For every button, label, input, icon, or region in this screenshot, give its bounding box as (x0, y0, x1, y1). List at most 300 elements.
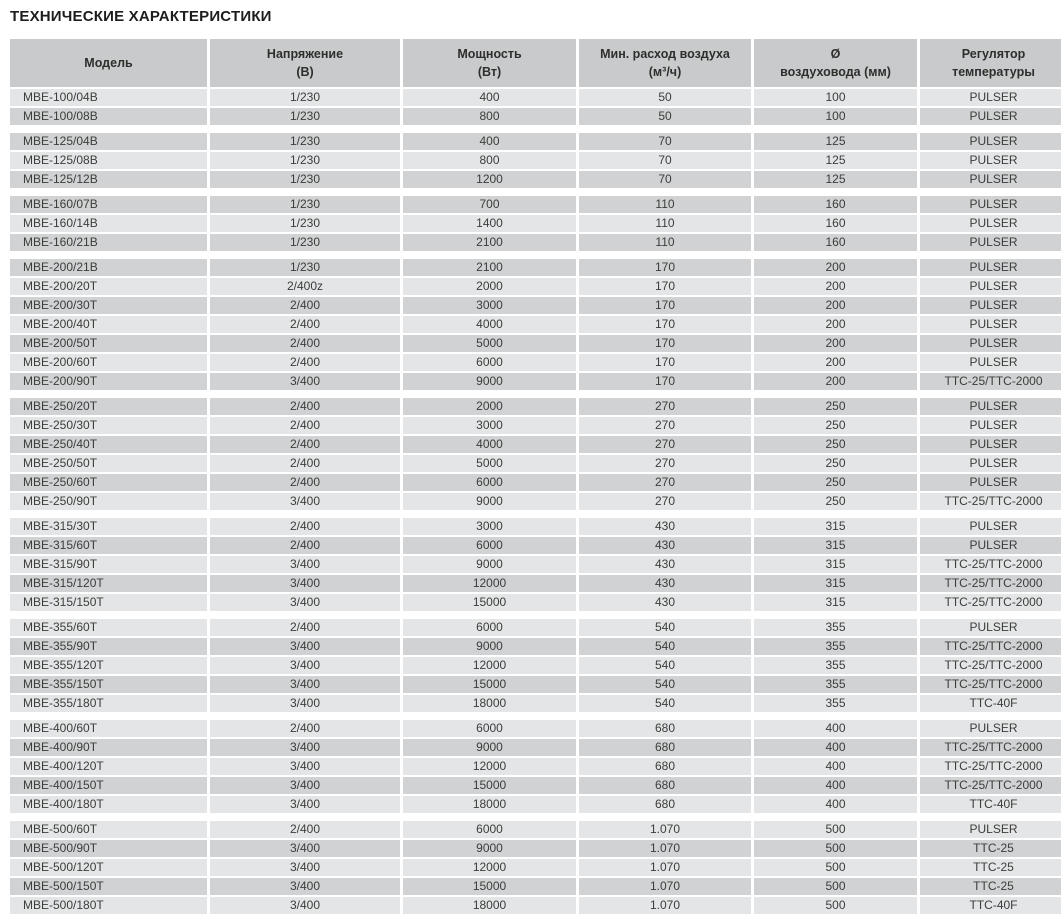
cell-airflow: 50 (579, 108, 751, 125)
cell-voltage: 2/400 (210, 720, 400, 737)
cell-power: 9000 (403, 493, 576, 510)
cell-regulator: TTC-25 (920, 859, 1061, 876)
cell-power: 15000 (403, 594, 576, 611)
cell-diameter: 400 (754, 758, 917, 775)
cell-diameter: 200 (754, 278, 917, 295)
cell-power: 18000 (403, 695, 576, 712)
specifications-table (7, 37, 1061, 916)
group-separator (10, 127, 1061, 131)
cell-voltage: 3/400 (210, 373, 400, 390)
column-header-diameter (754, 39, 917, 87)
cell-regulator: TTC-40F (920, 796, 1061, 813)
cell-model: MBE-160/14B (10, 215, 207, 232)
column-header-line1: Модель (84, 56, 133, 70)
cell-voltage: 3/400 (210, 575, 400, 592)
group-separator-cell (10, 714, 1061, 718)
cell-diameter: 250 (754, 455, 917, 472)
table-row (10, 297, 1061, 314)
cell-regulator: TTC-25/TTC-2000 (920, 556, 1061, 573)
cell-regulator: TTC-25 (920, 840, 1061, 857)
cell-regulator: PULSER (920, 354, 1061, 371)
cell-power: 1400 (403, 215, 576, 232)
cell-regulator: TTC-25/TTC-2000 (920, 594, 1061, 611)
cell-regulator: TTC-25/TTC-2000 (920, 638, 1061, 655)
column-header-line1: Регулятор (961, 47, 1026, 61)
column-header-line2: (Вт) (477, 65, 502, 79)
cell-diameter: 400 (754, 777, 917, 794)
cell-diameter: 500 (754, 878, 917, 895)
cell-diameter: 250 (754, 398, 917, 415)
column-header-line1: Мощность (457, 47, 522, 61)
table-row (10, 259, 1061, 276)
cell-model: MBE-250/50T (10, 455, 207, 472)
cell-regulator: PULSER (920, 398, 1061, 415)
cell-regulator: PULSER (920, 474, 1061, 491)
table-row (10, 108, 1061, 125)
table-row (10, 556, 1061, 573)
cell-airflow: 1.070 (579, 821, 751, 838)
group-separator-cell (10, 127, 1061, 131)
cell-diameter: 200 (754, 259, 917, 276)
cell-diameter: 200 (754, 297, 917, 314)
table-row (10, 316, 1061, 333)
cell-voltage: 2/400 (210, 518, 400, 535)
cell-model: MBE-125/04B (10, 133, 207, 150)
cell-model: MBE-315/150T (10, 594, 207, 611)
column-header-line2: температуры (952, 65, 1035, 79)
cell-diameter: 400 (754, 739, 917, 756)
cell-diameter: 355 (754, 619, 917, 636)
table-row (10, 417, 1061, 434)
cell-regulator: PULSER (920, 171, 1061, 188)
table-row (10, 676, 1061, 693)
cell-diameter: 250 (754, 474, 917, 491)
cell-model: MBE-355/150T (10, 676, 207, 693)
cell-diameter: 125 (754, 152, 917, 169)
cell-diameter: 500 (754, 821, 917, 838)
cell-airflow: 1.070 (579, 878, 751, 895)
cell-power: 5000 (403, 455, 576, 472)
cell-model: MBE-200/21B (10, 259, 207, 276)
cell-model: MBE-355/120T (10, 657, 207, 674)
cell-airflow: 680 (579, 739, 751, 756)
table-row (10, 335, 1061, 352)
cell-diameter: 200 (754, 373, 917, 390)
cell-diameter: 355 (754, 638, 917, 655)
table-row (10, 878, 1061, 895)
column-header-model (10, 39, 207, 87)
cell-model: MBE-200/90T (10, 373, 207, 390)
table-row (10, 152, 1061, 169)
cell-voltage: 3/400 (210, 878, 400, 895)
cell-diameter: 125 (754, 133, 917, 150)
cell-power: 12000 (403, 758, 576, 775)
cell-diameter: 100 (754, 89, 917, 106)
cell-regulator: PULSER (920, 821, 1061, 838)
cell-voltage: 2/400 (210, 474, 400, 491)
cell-power: 18000 (403, 796, 576, 813)
table-row (10, 133, 1061, 150)
cell-voltage: 2/400 (210, 455, 400, 472)
cell-airflow: 680 (579, 758, 751, 775)
cell-diameter: 250 (754, 417, 917, 434)
cell-model: MBE-100/04B (10, 89, 207, 106)
cell-airflow: 270 (579, 417, 751, 434)
cell-diameter: 160 (754, 234, 917, 251)
cell-airflow: 540 (579, 619, 751, 636)
cell-power: 6000 (403, 354, 576, 371)
cell-regulator: PULSER (920, 619, 1061, 636)
cell-diameter: 200 (754, 316, 917, 333)
cell-diameter: 160 (754, 215, 917, 232)
cell-regulator: TTC-25/TTC-2000 (920, 373, 1061, 390)
cell-model: MBE-250/20T (10, 398, 207, 415)
cell-airflow: 1.070 (579, 840, 751, 857)
cell-power: 3000 (403, 417, 576, 434)
cell-power: 400 (403, 89, 576, 106)
cell-voltage: 1/230 (210, 152, 400, 169)
column-header-line2: воздуховода (мм) (780, 65, 891, 79)
cell-power: 6000 (403, 720, 576, 737)
cell-model: MBE-200/40T (10, 316, 207, 333)
table-row (10, 354, 1061, 371)
cell-power: 12000 (403, 575, 576, 592)
cell-voltage: 2/400 (210, 821, 400, 838)
table-row (10, 474, 1061, 491)
table-row (10, 777, 1061, 794)
column-header-power (403, 39, 576, 87)
cell-power: 15000 (403, 676, 576, 693)
cell-voltage: 1/230 (210, 234, 400, 251)
table-row (10, 89, 1061, 106)
cell-model: MBE-355/180T (10, 695, 207, 712)
cell-power: 15000 (403, 777, 576, 794)
cell-regulator: TTC-25/TTC-2000 (920, 676, 1061, 693)
cell-regulator: PULSER (920, 152, 1061, 169)
cell-model: MBE-355/60T (10, 619, 207, 636)
column-header-voltage (210, 39, 400, 87)
cell-model: MBE-250/60T (10, 474, 207, 491)
cell-power: 12000 (403, 859, 576, 876)
table-header-row (10, 39, 1061, 87)
cell-voltage: 2/400 (210, 417, 400, 434)
cell-airflow: 170 (579, 316, 751, 333)
cell-model: MBE-500/180T (10, 897, 207, 914)
cell-model: MBE-400/60T (10, 720, 207, 737)
cell-voltage: 3/400 (210, 897, 400, 914)
column-header-line2: (В) (296, 65, 314, 79)
cell-diameter: 355 (754, 676, 917, 693)
cell-voltage: 3/400 (210, 638, 400, 655)
cell-voltage: 3/400 (210, 556, 400, 573)
cell-regulator: PULSER (920, 455, 1061, 472)
cell-power: 400 (403, 133, 576, 150)
cell-voltage: 1/230 (210, 215, 400, 232)
table-row (10, 720, 1061, 737)
cell-voltage: 1/230 (210, 259, 400, 276)
cell-regulator: PULSER (920, 89, 1061, 106)
cell-airflow: 170 (579, 373, 751, 390)
cell-power: 4000 (403, 436, 576, 453)
table-row (10, 436, 1061, 453)
cell-airflow: 170 (579, 335, 751, 352)
group-separator-cell (10, 512, 1061, 516)
cell-voltage: 3/400 (210, 493, 400, 510)
cell-airflow: 1.070 (579, 859, 751, 876)
cell-airflow: 270 (579, 474, 751, 491)
cell-diameter: 200 (754, 354, 917, 371)
table-row (10, 215, 1061, 232)
group-separator (10, 714, 1061, 718)
cell-regulator: TTC-25 (920, 878, 1061, 895)
cell-airflow: 680 (579, 777, 751, 794)
cell-voltage: 1/230 (210, 89, 400, 106)
cell-airflow: 1.070 (579, 897, 751, 914)
cell-diameter: 160 (754, 196, 917, 213)
table-row (10, 859, 1061, 876)
cell-power: 6000 (403, 474, 576, 491)
table-row (10, 171, 1061, 188)
cell-power: 800 (403, 152, 576, 169)
cell-diameter: 315 (754, 556, 917, 573)
cell-model: MBE-160/21B (10, 234, 207, 251)
cell-regulator: PULSER (920, 215, 1061, 232)
cell-regulator: PULSER (920, 518, 1061, 535)
group-separator (10, 392, 1061, 396)
cell-voltage: 3/400 (210, 796, 400, 813)
table-row (10, 278, 1061, 295)
group-separator (10, 613, 1061, 617)
table-row (10, 575, 1061, 592)
column-header-regulator (920, 39, 1061, 87)
cell-regulator: TTC-25/TTC-2000 (920, 739, 1061, 756)
cell-airflow: 540 (579, 657, 751, 674)
cell-airflow: 680 (579, 720, 751, 737)
cell-voltage: 3/400 (210, 859, 400, 876)
cell-diameter: 100 (754, 108, 917, 125)
table-row (10, 537, 1061, 554)
cell-diameter: 200 (754, 335, 917, 352)
cell-airflow: 680 (579, 796, 751, 813)
cell-voltage: 3/400 (210, 739, 400, 756)
cell-model: MBE-400/180T (10, 796, 207, 813)
cell-airflow: 50 (579, 89, 751, 106)
group-separator (10, 253, 1061, 257)
group-separator (10, 190, 1061, 194)
table-row (10, 796, 1061, 813)
cell-voltage: 2/400 (210, 436, 400, 453)
cell-model: MBE-160/07B (10, 196, 207, 213)
cell-diameter: 315 (754, 518, 917, 535)
cell-model: MBE-100/08B (10, 108, 207, 125)
table-row (10, 695, 1061, 712)
cell-regulator: TTC-40F (920, 897, 1061, 914)
cell-power: 15000 (403, 878, 576, 895)
cell-airflow: 430 (579, 575, 751, 592)
cell-regulator: PULSER (920, 234, 1061, 251)
group-separator-cell (10, 392, 1061, 396)
group-separator (10, 512, 1061, 516)
cell-model: MBE-200/30T (10, 297, 207, 314)
cell-power: 3000 (403, 518, 576, 535)
table-row (10, 234, 1061, 251)
cell-regulator: PULSER (920, 720, 1061, 737)
cell-diameter: 500 (754, 840, 917, 857)
cell-power: 9000 (403, 638, 576, 655)
cell-diameter: 125 (754, 171, 917, 188)
cell-regulator: PULSER (920, 537, 1061, 554)
cell-power: 9000 (403, 840, 576, 857)
cell-model: MBE-355/90T (10, 638, 207, 655)
cell-voltage: 3/400 (210, 840, 400, 857)
cell-model: MBE-200/20T (10, 278, 207, 295)
table-row (10, 493, 1061, 510)
cell-airflow: 540 (579, 638, 751, 655)
cell-regulator: PULSER (920, 297, 1061, 314)
cell-airflow: 270 (579, 455, 751, 472)
cell-power: 6000 (403, 537, 576, 554)
cell-airflow: 270 (579, 398, 751, 415)
column-header-airflow (579, 39, 751, 87)
cell-voltage: 2/400z (210, 278, 400, 295)
cell-airflow: 170 (579, 354, 751, 371)
cell-model: MBE-250/30T (10, 417, 207, 434)
cell-power: 6000 (403, 619, 576, 636)
cell-regulator: PULSER (920, 417, 1061, 434)
table-row (10, 821, 1061, 838)
cell-voltage: 2/400 (210, 354, 400, 371)
cell-power: 3000 (403, 297, 576, 314)
cell-voltage: 3/400 (210, 777, 400, 794)
cell-power: 5000 (403, 335, 576, 352)
cell-airflow: 430 (579, 556, 751, 573)
table-row (10, 657, 1061, 674)
cell-regulator: PULSER (920, 316, 1061, 333)
group-separator-cell (10, 815, 1061, 819)
cell-model: MBE-400/120T (10, 758, 207, 775)
group-separator-cell (10, 190, 1061, 194)
cell-airflow: 110 (579, 215, 751, 232)
table-row (10, 739, 1061, 756)
cell-power: 2100 (403, 234, 576, 251)
cell-diameter: 250 (754, 436, 917, 453)
cell-regulator: TTC-25/TTC-2000 (920, 657, 1061, 674)
cell-power: 2000 (403, 278, 576, 295)
cell-power: 700 (403, 196, 576, 213)
cell-airflow: 70 (579, 171, 751, 188)
table-row (10, 373, 1061, 390)
cell-regulator: PULSER (920, 278, 1061, 295)
cell-airflow: 110 (579, 234, 751, 251)
cell-airflow: 430 (579, 518, 751, 535)
cell-airflow: 270 (579, 436, 751, 453)
cell-diameter: 355 (754, 657, 917, 674)
cell-voltage: 3/400 (210, 676, 400, 693)
table-body (10, 89, 1061, 914)
cell-model: MBE-250/40T (10, 436, 207, 453)
table-row (10, 758, 1061, 775)
cell-voltage: 3/400 (210, 594, 400, 611)
cell-power: 9000 (403, 373, 576, 390)
cell-power: 6000 (403, 821, 576, 838)
column-header-line1: Ø (830, 47, 841, 61)
column-header-line1: Мин. расход воздуха (600, 47, 730, 61)
cell-voltage: 3/400 (210, 695, 400, 712)
cell-regulator: PULSER (920, 133, 1061, 150)
cell-model: MBE-500/60T (10, 821, 207, 838)
table-row (10, 840, 1061, 857)
cell-model: MBE-250/90T (10, 493, 207, 510)
cell-regulator: TTC-40F (920, 695, 1061, 712)
cell-model: MBE-315/120T (10, 575, 207, 592)
table-row (10, 518, 1061, 535)
cell-voltage: 2/400 (210, 537, 400, 554)
cell-regulator: TTC-25/TTC-2000 (920, 575, 1061, 592)
group-separator-cell (10, 613, 1061, 617)
cell-power: 9000 (403, 739, 576, 756)
cell-model: MBE-315/60T (10, 537, 207, 554)
cell-airflow: 170 (579, 297, 751, 314)
table-row (10, 196, 1061, 213)
table-row (10, 897, 1061, 914)
cell-diameter: 400 (754, 720, 917, 737)
cell-model: MBE-500/90T (10, 840, 207, 857)
cell-diameter: 355 (754, 695, 917, 712)
cell-model: MBE-500/120T (10, 859, 207, 876)
cell-voltage: 1/230 (210, 196, 400, 213)
group-separator (10, 815, 1061, 819)
cell-voltage: 1/230 (210, 171, 400, 188)
cell-model: MBE-200/50T (10, 335, 207, 352)
cell-regulator: PULSER (920, 259, 1061, 276)
cell-power: 12000 (403, 657, 576, 674)
cell-regulator: PULSER (920, 196, 1061, 213)
cell-diameter: 250 (754, 493, 917, 510)
cell-model: MBE-315/30T (10, 518, 207, 535)
cell-diameter: 315 (754, 575, 917, 592)
cell-model: MBE-125/12B (10, 171, 207, 188)
column-header-line1: Напряжение (266, 47, 344, 61)
cell-regulator: PULSER (920, 108, 1061, 125)
cell-voltage: 2/400 (210, 316, 400, 333)
column-header-line2: (м³/ч) (648, 65, 682, 79)
table-row (10, 638, 1061, 655)
cell-power: 4000 (403, 316, 576, 333)
cell-voltage: 1/230 (210, 133, 400, 150)
cell-airflow: 170 (579, 278, 751, 295)
cell-model: MBE-500/150T (10, 878, 207, 895)
cell-regulator: PULSER (920, 335, 1061, 352)
cell-model: MBE-400/150T (10, 777, 207, 794)
cell-diameter: 400 (754, 796, 917, 813)
cell-power: 1200 (403, 171, 576, 188)
cell-power: 800 (403, 108, 576, 125)
cell-airflow: 430 (579, 537, 751, 554)
cell-voltage: 2/400 (210, 398, 400, 415)
cell-diameter: 315 (754, 537, 917, 554)
cell-airflow: 540 (579, 695, 751, 712)
table-row (10, 398, 1061, 415)
cell-voltage: 1/230 (210, 108, 400, 125)
cell-diameter: 500 (754, 897, 917, 914)
cell-regulator: TTC-25/TTC-2000 (920, 758, 1061, 775)
cell-voltage: 2/400 (210, 297, 400, 314)
cell-power: 9000 (403, 556, 576, 573)
cell-power: 18000 (403, 897, 576, 914)
table-row (10, 619, 1061, 636)
cell-voltage: 3/400 (210, 758, 400, 775)
cell-regulator: TTC-25/TTC-2000 (920, 777, 1061, 794)
